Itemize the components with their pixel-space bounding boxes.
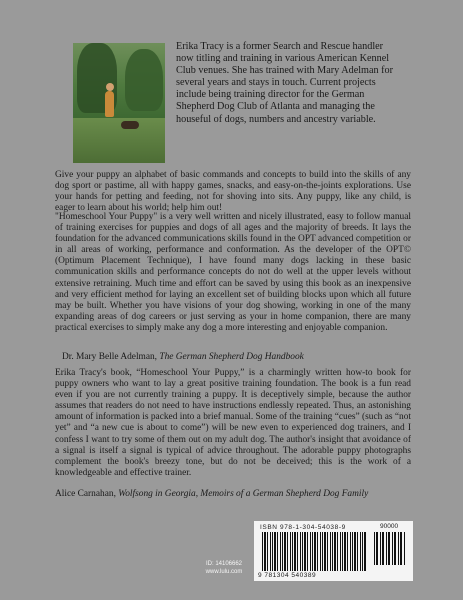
barcode-digits: 9 781304 540389 <box>258 572 317 579</box>
reviewer-name: Dr. Mary Belle Adelman, <box>62 352 160 362</box>
review-carnahan: Erika Tracy's book, “Homeschool Your Puppy,” is a charmingly written how-to book for puppy owners who want to lay a great positive training foundation. The book is a fun read even if you are not currently training a puppy. It is deceptively simple, because the author assumes that readers do not need to have instructions endlessly repeated. Thus, an astonishing amount of information is packed into a brief manual. Some of the training “cues” (such as “not yet” and “a new cue is about to come”) will be new even to experienced dog trainers, and I confess I want to try some of them out on my adult dog. The author's insight that avoidance of a signal is itself a signal is typical of advice throughout. The adorable puppy photographs complement the book's breezy tone, but do not be deceived; this is the work of a knowledgeable and effective trainer. <box>55 368 411 478</box>
lulu-id-label <box>204 560 244 576</box>
author-bio: Erika Tracy is a former Search and Rescue handler now titling and training in various American Kennel Club venues. She has trained with Mary Adelman for several years and stays in touch. Current projects include being training director for the German Shepherd Dog Club of Atlanta and managing the houseful of dogs, numbers and ancestry variable. <box>176 41 394 125</box>
price-code: 90000 <box>380 523 399 530</box>
author-photo <box>73 43 165 163</box>
price-bars <box>374 532 406 565</box>
reviewer-book-title: The German Shepherd Dog Handbook <box>159 352 304 362</box>
intro-paragraph: Give your puppy an alphabet of basic commands and concepts to build into the skills of any dog sport or pastime, all with happy games, snacks, and easy-on-the-joints explorations. Use your hands for petting and feeding, not for shoving into sits. Any puppy, like any child, is eager to learn about his world; help him out! <box>55 170 411 214</box>
reviewer-name: Alice Carnahan, <box>55 489 119 499</box>
review-adelman: "Homeschool Your Puppy" is a very well written and nicely illustrated, easy to follow manual of training exercises for puppies and dogs of all ages and the majority of breeds. It lays the foundation for the advanced communications skills found in the OPT advanced competition or in all areas of working, performance and conformation. As the developer of the OPT© (Optimum Placement Technique), I have found many dogs lacking in these basic communication skills and performance concepts do not do well at the upper levels without extensive retraining. Much time and effort can be saved by using this book as an inexpensive and very efficient method for laying an excellent set of building blocks upon which all future may be built. Whether you have visions of your dog showing, working in one of the many expanding areas of dog careers or just serving as your in home companion, there are many practical exercises to simply make any dog a more interesting and enjoyable companion. <box>55 212 411 333</box>
lulu-site: www.lulu.com <box>205 569 243 575</box>
review-carnahan-signature <box>55 489 411 500</box>
lulu-id: ID: 14106662 <box>205 561 243 567</box>
reviewer-book-title: Wolfsong in Georgia, Memoirs of a German Shepherd Dog Family <box>118 489 369 499</box>
review-adelman-signature <box>62 352 304 363</box>
barcode-bars <box>262 532 366 571</box>
isbn-barcode <box>254 521 413 581</box>
isbn-text: ISBN 978-1-304-54038-9 <box>260 524 346 531</box>
